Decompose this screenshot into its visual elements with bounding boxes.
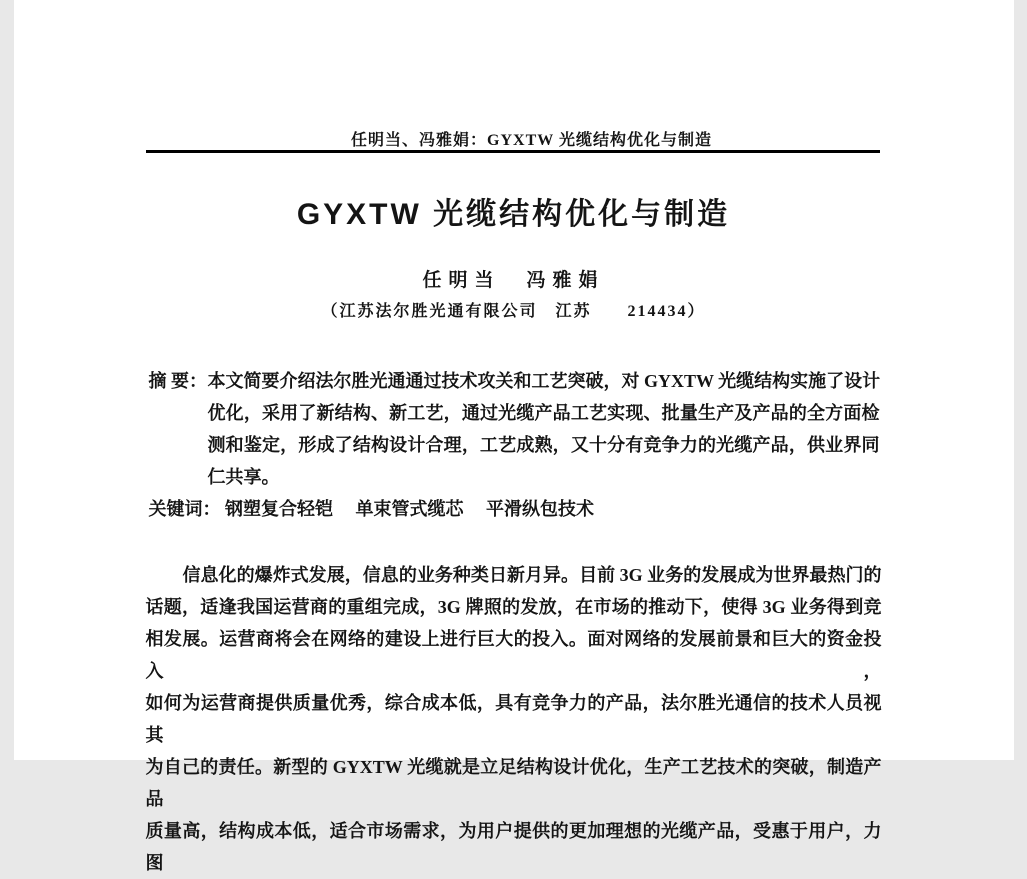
keyword: 钢塑复合轻铠 xyxy=(225,499,333,519)
keywords-label: 关键词： xyxy=(149,499,221,519)
affiliation: （江苏法尔胜光通有限公司 江苏 214434） xyxy=(14,298,1014,321)
body-line: 质量高，结构成本低，适合市场需求，为用户提供的更加理想的光缆产品，受惠于用户，力图 xyxy=(146,815,882,879)
keywords-row xyxy=(149,493,880,525)
abstract-section xyxy=(149,365,880,525)
abstract-line: 优化，采用了新结构、新工艺，通过光缆产品工艺实现、批量生产及产品的全方面检 xyxy=(208,397,880,429)
scanned-paper-page xyxy=(14,0,1014,760)
abstract-label: 摘 要： xyxy=(149,365,208,397)
header-rule xyxy=(146,150,880,153)
body-line: 如何为运营商提供质量优秀，综合成本低，具有竞争力的产品，法尔胜光通信的技术人员视其 xyxy=(146,687,882,751)
body-line: 信息化的爆炸式发展，信息的业务种类日新月异。目前 3G 业务的发展成为世界最热门的 xyxy=(146,559,882,591)
running-header-text: 任明当、冯雅娟：GYXTW 光缆结构优化与制造 xyxy=(351,132,712,149)
paper-title: GYXTW 光缆结构优化与制造 xyxy=(14,189,1014,233)
abstract-line: 仁共享。 xyxy=(208,461,880,493)
body-line: 为自己的责任。新型的 GYXTW 光缆就是立足结构设计优化，生产工艺技术的突破，制造产品 xyxy=(146,751,882,815)
keyword: 平滑纵包技术 xyxy=(486,499,594,519)
body-paragraph xyxy=(146,559,882,879)
body-line: 话题，适逢我国运营商的重组完成，3G 牌照的发放，在市场的推动下，使得 3G 业务得到竞 xyxy=(146,591,882,623)
abstract-line: 测和鉴定，形成了结构设计合理，工艺成熟，又十分有竞争力的光缆产品，供业界同 xyxy=(208,429,880,461)
running-header xyxy=(32,127,1027,150)
authors: 任明当 冯雅娟 xyxy=(14,265,1014,292)
keywords-list xyxy=(225,499,594,519)
abstract-text xyxy=(208,365,880,493)
keyword: 单束管式缆芯 xyxy=(356,499,464,519)
body-line: 相发展。运营商将会在网络的建设上进行巨大的投入。面对网络的发展前景和巨大的资金投入， xyxy=(146,623,882,687)
abstract-line: 本文简要介绍法尔胜光通通过技术攻关和工艺突破，对 GYXTW 光缆结构实施了设计 xyxy=(208,365,880,397)
